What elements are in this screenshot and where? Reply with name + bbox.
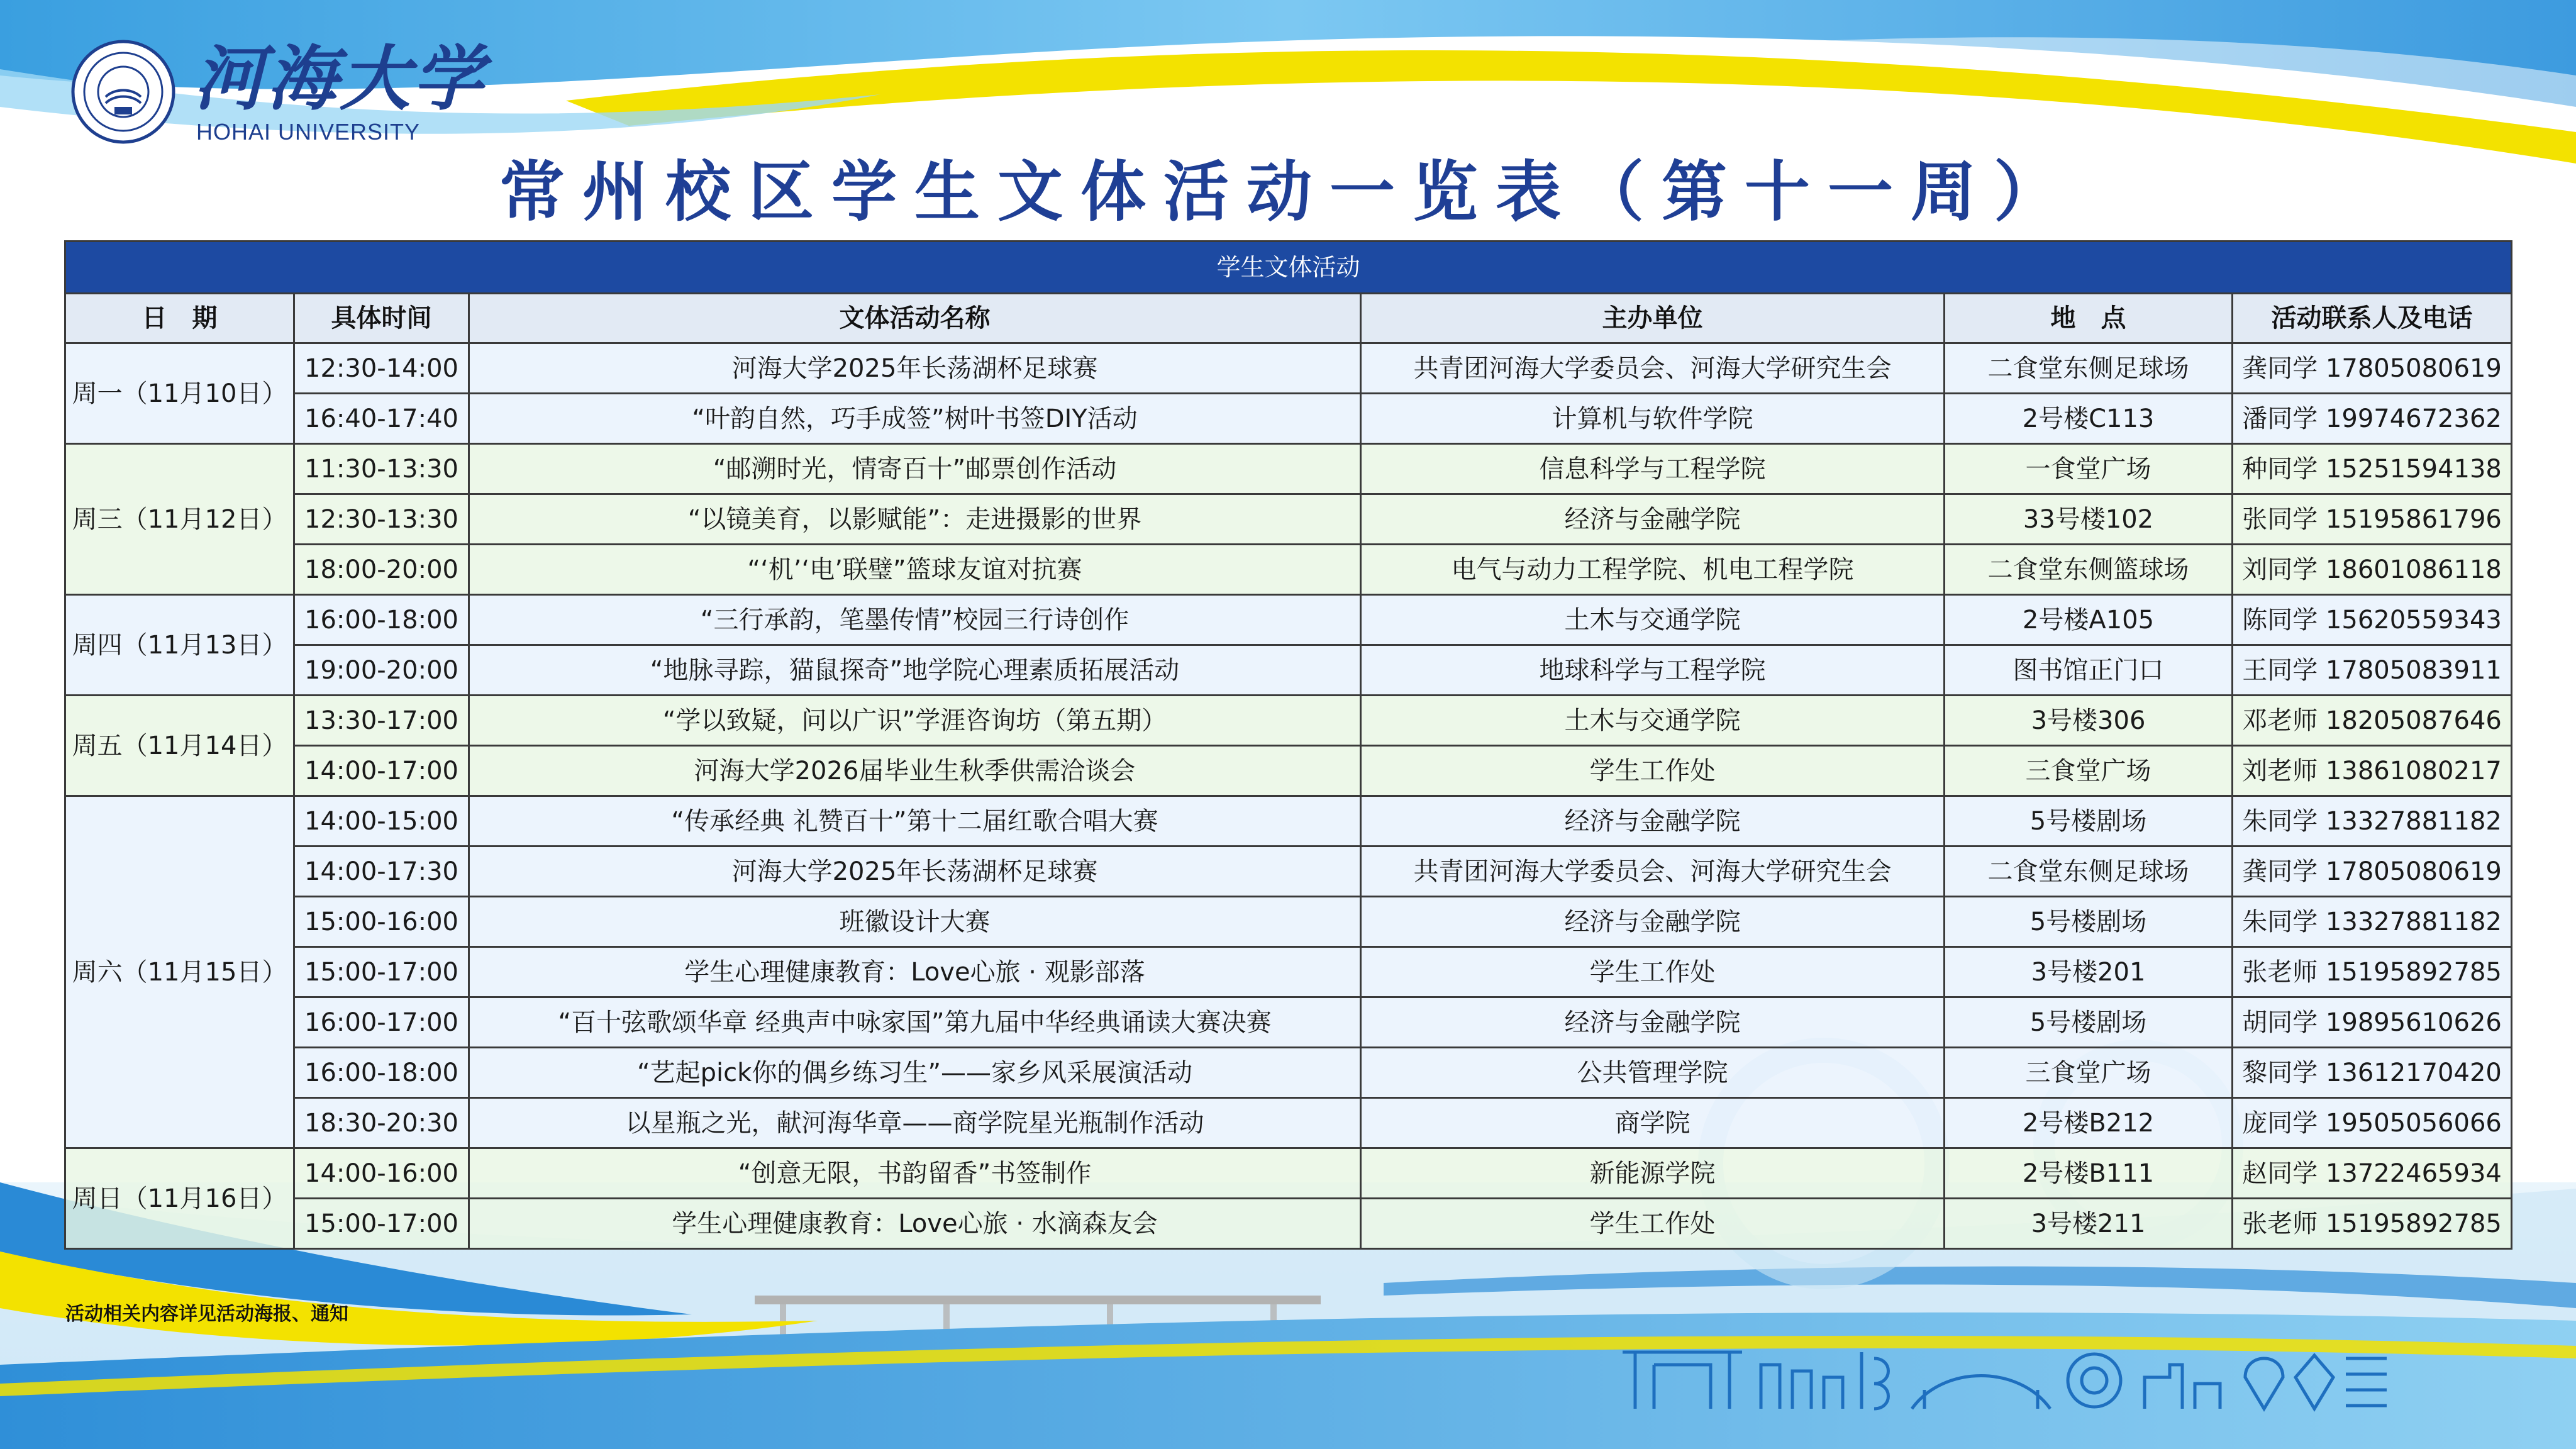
cell-time: 12:30-14:00 — [294, 343, 469, 394]
cell-organizer: 土木与交通学院 — [1361, 696, 1945, 746]
cell-contact: 刘同学 18601086118 — [2233, 545, 2512, 595]
table-row — [65, 947, 2512, 997]
university-seal-icon — [70, 39, 176, 145]
cell-date: 周一（11月10日） — [65, 343, 294, 444]
cell-location: 3号楼211 — [1945, 1199, 2233, 1249]
cell-activity-name: “叶韵自然，巧手成签”树叶书签DIY活动 — [469, 394, 1361, 444]
cell-organizer: 信息科学与工程学院 — [1361, 444, 1945, 494]
cell-organizer: 经济与金融学院 — [1361, 494, 1945, 545]
cell-time: 14:00-16:00 — [294, 1148, 469, 1199]
cell-organizer: 经济与金融学院 — [1361, 796, 1945, 847]
cell-contact: 陈同学 15620559343 — [2233, 595, 2512, 645]
table-row — [65, 394, 2512, 444]
cell-time: 18:00-20:00 — [294, 545, 469, 595]
university-logo — [70, 38, 486, 152]
cell-activity-name: 河海大学2026届毕业生秋季供需洽谈会 — [469, 746, 1361, 796]
university-name-en: HOHAI UNIVERSITY — [196, 119, 421, 145]
cell-time: 11:30-13:30 — [294, 444, 469, 494]
cell-location: 三食堂广场 — [1945, 1048, 2233, 1098]
cell-date: 周六（11月15日） — [65, 796, 294, 1148]
header-organizer: 主办单位 — [1361, 294, 1945, 343]
cell-location: 5号楼剧场 — [1945, 796, 2233, 847]
cell-activity-name: 学生心理健康教育：Love心旅 · 观影部落 — [469, 947, 1361, 997]
cell-location: 3号楼306 — [1945, 696, 2233, 746]
cell-organizer: 共青团河海大学委员会、河海大学研究生会 — [1361, 343, 1945, 394]
cell-organizer: 经济与金融学院 — [1361, 997, 1945, 1048]
cell-contact: 张同学 15195861796 — [2233, 494, 2512, 545]
cell-organizer: 共青团河海大学委员会、河海大学研究生会 — [1361, 847, 1945, 897]
header-activity-name: 文体活动名称 — [469, 294, 1361, 343]
table-row — [65, 997, 2512, 1048]
cell-organizer: 电气与动力工程学院、机电工程学院 — [1361, 545, 1945, 595]
cell-contact: 朱同学 13327881182 — [2233, 897, 2512, 947]
cell-time: 13:30-17:00 — [294, 696, 469, 746]
cell-location: 图书馆正门口 — [1945, 645, 2233, 696]
cell-time: 14:00-15:00 — [294, 796, 469, 847]
cell-activity-name: 以星瓶之光，献河海华章——商学院星光瓶制作活动 — [469, 1098, 1361, 1148]
cell-activity-name: 河海大学2025年长荡湖杯足球赛 — [469, 343, 1361, 394]
table-row — [65, 1148, 2512, 1199]
cell-location: 2号楼A105 — [1945, 595, 2233, 645]
table-row — [65, 1098, 2512, 1148]
cell-contact: 张老师 15195892785 — [2233, 1199, 2512, 1249]
cell-activity-name: “地脉寻踪，猫鼠探奇”地学院心理素质拓展活动 — [469, 645, 1361, 696]
cell-contact: 潘同学 19974672362 — [2233, 394, 2512, 444]
cell-organizer: 学生工作处 — [1361, 947, 1945, 997]
table-row — [65, 444, 2512, 494]
table-row — [65, 696, 2512, 746]
cell-date: 周日（11月16日） — [65, 1148, 294, 1249]
header-date: 日 期 — [65, 294, 294, 343]
table-row — [65, 1199, 2512, 1249]
cell-organizer: 土木与交通学院 — [1361, 595, 1945, 645]
cell-contact: 庞同学 19505056066 — [2233, 1098, 2512, 1148]
table-row — [65, 746, 2512, 796]
cell-contact: 张老师 15195892785 — [2233, 947, 2512, 997]
cell-contact: 胡同学 19895610626 — [2233, 997, 2512, 1048]
cell-date: 周四（11月13日） — [65, 595, 294, 696]
cell-contact: 种同学 15251594138 — [2233, 444, 2512, 494]
cell-location: 三食堂广场 — [1945, 746, 2233, 796]
cell-time: 16:00-18:00 — [294, 595, 469, 645]
cell-organizer: 计算机与软件学院 — [1361, 394, 1945, 444]
cell-activity-name: “创意无限，书韵留香”书签制作 — [469, 1148, 1361, 1199]
activity-table-container — [64, 240, 2511, 1250]
cell-activity-name: “邮溯时光，情寄百十”邮票创作活动 — [469, 444, 1361, 494]
cell-location: 二食堂东侧足球场 — [1945, 343, 2233, 394]
cell-time: 12:30-13:30 — [294, 494, 469, 545]
table-row — [65, 796, 2512, 847]
page-title: 常州校区学生文体活动一览表（第十一周） — [499, 153, 2077, 230]
cell-activity-name: “以镜美育，以影赋能”：走进摄影的世界 — [469, 494, 1361, 545]
cell-organizer: 公共管理学院 — [1361, 1048, 1945, 1098]
cell-organizer: 商学院 — [1361, 1098, 1945, 1148]
cell-time: 16:00-17:00 — [294, 997, 469, 1048]
cell-activity-name: 河海大学2025年长荡湖杯足球赛 — [469, 847, 1361, 897]
cell-activity-name: “传承经典 礼赞百十”第十二届红歌合唱大赛 — [469, 796, 1361, 847]
table-row — [65, 343, 2512, 394]
cell-contact: 黎同学 13612170420 — [2233, 1048, 2512, 1098]
cell-location: 3号楼201 — [1945, 947, 2233, 997]
campus-skyline-icon — [1616, 1340, 2390, 1415]
cell-location: 一食堂广场 — [1945, 444, 2233, 494]
cell-time: 19:00-20:00 — [294, 645, 469, 696]
cell-time: 15:00-17:00 — [294, 947, 469, 997]
cell-time: 14:00-17:30 — [294, 847, 469, 897]
cell-activity-name: 学生心理健康教育：Love心旅 · 水滴森友会 — [469, 1199, 1361, 1249]
cell-activity-name: “‘机’‘电’联璧”篮球友谊对抗赛 — [469, 545, 1361, 595]
table-banner: 学生文体活动 — [65, 242, 2512, 294]
cell-time: 14:00-17:00 — [294, 746, 469, 796]
cell-time: 16:40-17:40 — [294, 394, 469, 444]
cell-organizer: 经济与金融学院 — [1361, 897, 1945, 947]
cell-activity-name: 班徽设计大赛 — [469, 897, 1361, 947]
table-row — [65, 595, 2512, 645]
cell-location: 2号楼B111 — [1945, 1148, 2233, 1199]
cell-date: 周三（11月12日） — [65, 444, 294, 595]
cell-time: 15:00-17:00 — [294, 1199, 469, 1249]
cell-activity-name: “三行承韵，笔墨传情”校园三行诗创作 — [469, 595, 1361, 645]
cell-contact: 龚同学 17805080619 — [2233, 343, 2512, 394]
footnote: 活动相关内容详见活动海报、通知 — [65, 1303, 348, 1325]
cell-contact: 朱同学 13327881182 — [2233, 796, 2512, 847]
table-row — [65, 897, 2512, 947]
cell-organizer: 学生工作处 — [1361, 1199, 1945, 1249]
table-row — [65, 545, 2512, 595]
cell-location: 2号楼C113 — [1945, 394, 2233, 444]
table-row — [65, 494, 2512, 545]
cell-time: 18:30-20:30 — [294, 1098, 469, 1148]
cell-time: 15:00-16:00 — [294, 897, 469, 947]
cell-contact: 龚同学 17805080619 — [2233, 847, 2512, 897]
cell-location: 5号楼剧场 — [1945, 897, 2233, 947]
cell-location: 33号楼102 — [1945, 494, 2233, 545]
cell-organizer: 地球科学与工程学院 — [1361, 645, 1945, 696]
activity-table — [64, 240, 2512, 1250]
table-row — [65, 1048, 2512, 1098]
cell-activity-name: “艺起pick你的偶乡练习生”——家乡风采展演活动 — [469, 1048, 1361, 1098]
university-name-cn: 河海大学 — [194, 38, 486, 120]
table-body — [65, 343, 2512, 1249]
cell-time: 16:00-18:00 — [294, 1048, 469, 1098]
cell-contact: 王同学 17805083911 — [2233, 645, 2512, 696]
header-contact: 活动联系人及电话 — [2233, 294, 2512, 343]
cell-location: 二食堂东侧足球场 — [1945, 847, 2233, 897]
cell-location: 二食堂东侧篮球场 — [1945, 545, 2233, 595]
header-time: 具体时间 — [294, 294, 469, 343]
cell-contact: 刘老师 13861080217 — [2233, 746, 2512, 796]
cell-activity-name: “百十弦歌颂华章 经典声中咏家国”第九届中华经典诵读大赛决赛 — [469, 997, 1361, 1048]
cell-date: 周五（11月14日） — [65, 696, 294, 796]
table-row — [65, 645, 2512, 696]
cell-contact: 邓老师 18205087646 — [2233, 696, 2512, 746]
header-location: 地 点 — [1945, 294, 2233, 343]
cell-organizer: 新能源学院 — [1361, 1148, 1945, 1199]
cell-location: 5号楼剧场 — [1945, 997, 2233, 1048]
cell-organizer: 学生工作处 — [1361, 746, 1945, 796]
cell-activity-name: “学以致疑，问以广识”学涯咨询坊（第五期） — [469, 696, 1361, 746]
table-row — [65, 847, 2512, 897]
cell-contact: 赵同学 13722465934 — [2233, 1148, 2512, 1199]
cell-location: 2号楼B212 — [1945, 1098, 2233, 1148]
